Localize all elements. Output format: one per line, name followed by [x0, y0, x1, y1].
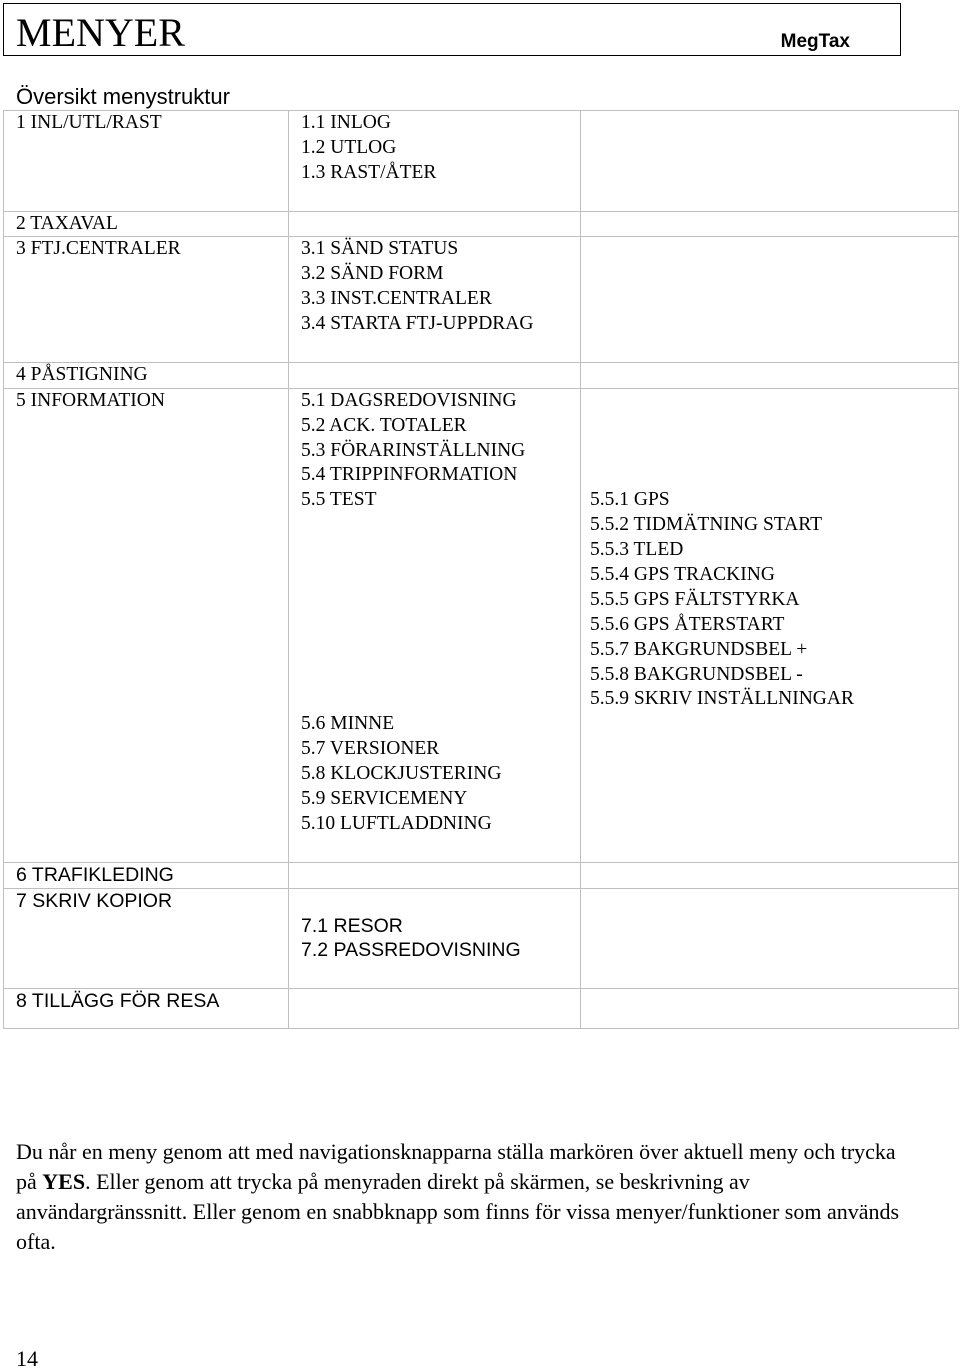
submenu-item: 5.9 SERVICEMENY	[301, 788, 468, 810]
brand-label: MegTax	[780, 31, 850, 52]
instruction-paragraph	[16, 1137, 916, 1257]
header-box	[3, 3, 901, 56]
submenu-item: 3.4 STARTA FTJ-UPPDRAG	[301, 313, 534, 335]
submenu-item: 5.1 DAGSREDOVISNING	[301, 389, 517, 411]
menu-item-4: 4 PÅSTIGNING	[16, 363, 148, 385]
submenu-item: 1.1 INLOG	[301, 112, 391, 133]
test-item: 5.5.3 TLED	[590, 539, 684, 561]
page-title: MENYER	[16, 10, 185, 55]
submenu-item: 1.3 RAST/ÅTER	[301, 161, 437, 183]
table-row	[4, 211, 959, 237]
table-row	[4, 388, 959, 862]
test-item: 5.5.6 GPS ÅTERSTART	[590, 613, 785, 635]
submenu-item: 5.5 TEST	[301, 489, 377, 511]
submenu-item: 1.2 UTLOG	[301, 136, 397, 158]
page-number: 14	[16, 1346, 38, 1371]
table-row	[4, 888, 959, 989]
submenu-item: 3.2 SÄND FORM	[301, 263, 444, 285]
table-row	[4, 111, 959, 212]
table-row	[4, 862, 959, 888]
test-item: 5.5.2 TIDMÄTNING START	[590, 514, 822, 536]
test-item: 5.5.4 GPS TRACKING	[590, 564, 775, 586]
menu-item-5: 5 INFORMATION	[16, 389, 165, 411]
submenu-item: 3.3 INST.CENTRALER	[301, 288, 492, 310]
paragraph-text-1: Du når en meny genom att med navigationsknapparna ställa markören över aktuell meny och trycka på	[16, 1139, 896, 1194]
yes-key-label: YES	[42, 1169, 86, 1194]
test-item: 5.5.9 SKRIV INSTÄLLNINGAR	[590, 688, 854, 710]
menu-item-2: 2 TAXAVAL	[16, 212, 118, 234]
test-item: 5.5.5 GPS FÄLTSTYRKA	[590, 588, 800, 610]
submenu-item: 5.10 LUFTLADDNING	[301, 812, 492, 834]
test-item: 5.5.1 GPS	[590, 489, 670, 511]
submenu-item: 5.3 FÖRARINSTÄLLNING	[301, 439, 526, 461]
submenu-item: 3.1 SÄND STATUS	[301, 238, 459, 260]
table-row	[4, 989, 959, 1029]
submenu-item: 7.1 RESOR	[301, 914, 403, 937]
test-item: 5.5.8 BAKGRUNDSBEL -	[590, 663, 803, 685]
submenu-item: 5.8 KLOCKJUSTERING	[301, 763, 502, 785]
test-item: 5.5.7 BAKGRUNDSBEL +	[590, 638, 808, 660]
table-row	[4, 362, 959, 388]
menu-item-8: 8 TILLÄGG FÖR RESA	[16, 990, 220, 1013]
subtitle: Översikt menystruktur	[16, 84, 230, 109]
submenu-item: 7.2 PASSREDOVISNING	[301, 939, 521, 962]
menu-item-1: 1 INL/UTL/RAST	[16, 112, 162, 133]
menu-item-6: 6 TRAFIKLEDING	[16, 863, 174, 886]
submenu-item: 5.4 TRIPPINFORMATION	[301, 464, 518, 486]
submenu-item: 5.2 ACK. TOTALER	[301, 414, 467, 436]
submenu-item: 5.6 MINNE	[301, 713, 395, 735]
menu-item-3: 3 FTJ.CENTRALER	[16, 238, 181, 260]
submenu-item: 5.7 VERSIONER	[301, 738, 440, 760]
table-row	[4, 237, 959, 362]
paragraph-text-2: . Eller genom att trycka på menyraden direkt på skärmen, se beskrivning av användargränssnitt. Eller genom en snabbknapp som finns för vissa menyer/funktioner som används ofta.	[16, 1169, 900, 1254]
menu-structure-table	[3, 110, 959, 1029]
menu-item-7: 7 SKRIV KOPIOR	[16, 889, 173, 912]
